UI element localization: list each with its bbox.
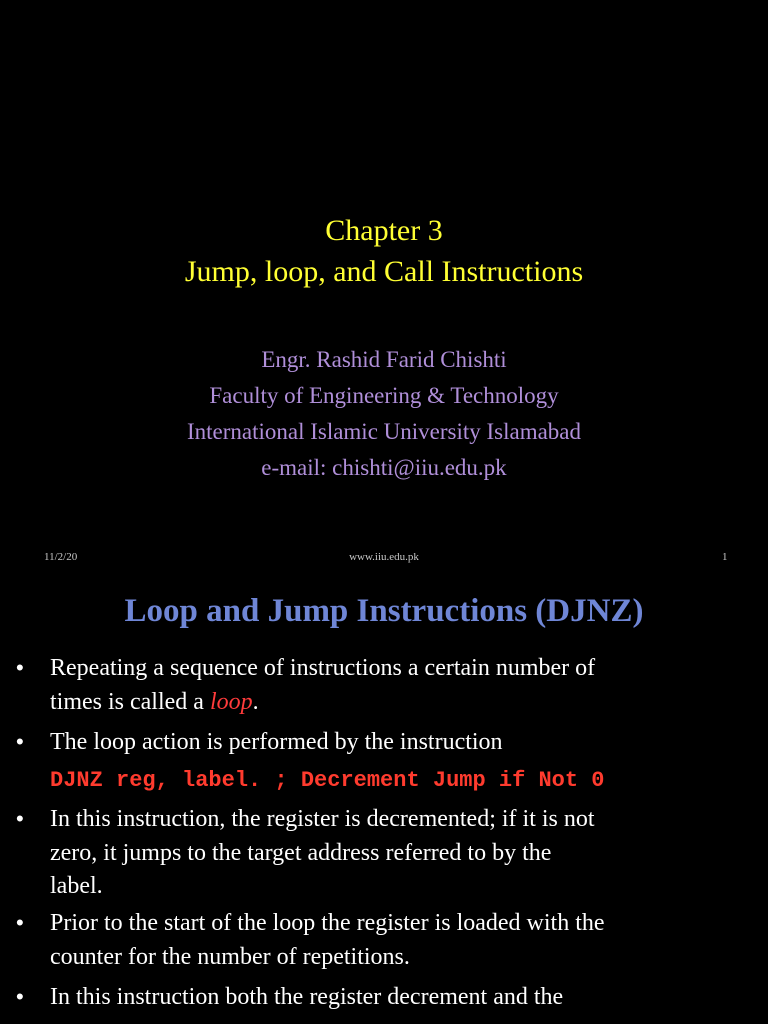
djnz-code-line: DJNZ reg, label. ; Decrement Jump if Not 0 <box>50 768 605 793</box>
bullet-dot: • <box>16 984 24 1009</box>
author-name: Engr. Rashid Farid Chishti <box>261 347 507 372</box>
bullet-dot: • <box>16 655 24 680</box>
loop-emphasis: loop <box>209 689 253 715</box>
footer-page-number: 1 <box>722 551 728 563</box>
bullet-1-period: . <box>252 689 259 715</box>
bullet-4-line-1: Prior to the start of the loop the register is loaded with the <box>50 910 605 936</box>
slide-title: Loop and Jump Instructions (DJNZ) <box>124 593 644 629</box>
bullet-5-line-1: In this instruction both the register decrement and the <box>50 984 564 1010</box>
author-faculty: Faculty of Engineering & Technology <box>209 383 559 408</box>
footer-url: www.iiu.edu.pk <box>349 551 419 563</box>
bullet-2-line-1: The loop action is performed by the instruction <box>50 729 503 755</box>
chapter-title: Chapter 3 <box>325 214 443 247</box>
chapter-subtitle: Jump, loop, and Call Instructions <box>184 255 584 288</box>
footer-date: 11/2/20 <box>44 551 78 563</box>
bullet-1-line-2 <box>50 685 762 719</box>
bullet-3-line-2: zero, it jumps to the target address referred to by the <box>50 840 552 866</box>
bullet-3-line-1: In this instruction, the register is decremented; if it is not <box>50 806 595 832</box>
bullet-dot: • <box>16 910 24 935</box>
content-slide <box>0 576 768 1024</box>
bullet-3-line-3: label. <box>50 873 103 899</box>
bullet-dot: • <box>16 729 24 754</box>
author-email: e-mail: chishti@iiu.edu.pk <box>261 455 507 480</box>
bullet-1-text: times is called a <box>50 689 210 715</box>
bullet-dot: • <box>16 806 24 831</box>
bullet-4-line-2: counter for the number of repetitions. <box>50 944 410 970</box>
author-university: International Islamic University Islamabad <box>186 419 582 444</box>
bullet-1-line-1: Repeating a sequence of instructions a certain number of <box>50 655 596 681</box>
